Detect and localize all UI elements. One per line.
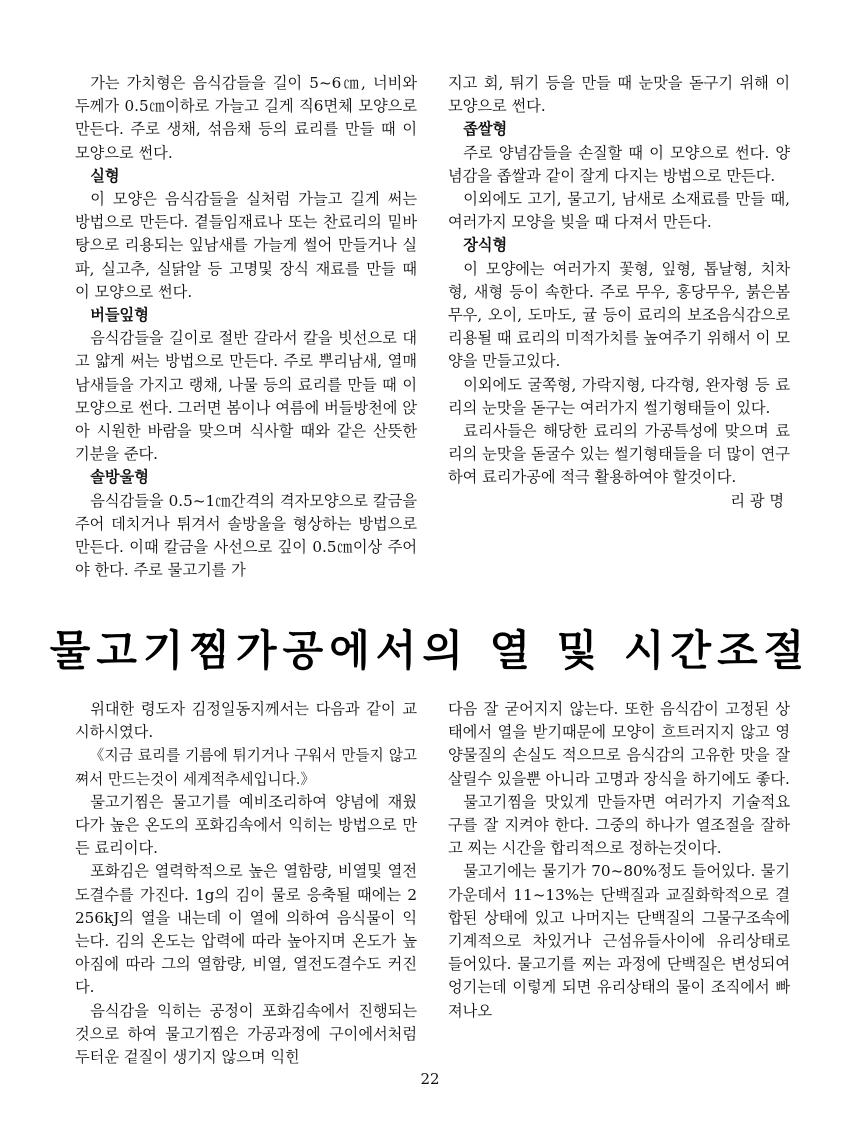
paragraph: 가는 가치형은 음식감들을 길이 5~6㎝, 너비와 두께가 0.5㎝이하로 가늘고 길게 직6면체 모양으로 만든다. 주로 생채, 섞음채 등의 료리를 만들 때 이 모양으로 썬다. — [75, 74, 417, 162]
paragraph: 물고기찜은 물고기를 예비조리하여 양념에 재웠다가 높은 온도의 포화김속에서 익히는 방법으로 만든 료리이다. — [75, 792, 417, 858]
paragraph: 다음 잘 굳어지지 않는다. 또한 음식감이 고정된 상태에서 열을 받기때문에 모양이 흐트러지지 않고 영양물질의 손실도 적으므로 음식감의 고유한 맛을 잘 살릴수 있을뿐 아니라 고명과 장식을 하기에도 좋다. — [448, 700, 790, 788]
section-heading: 실형 — [90, 166, 120, 185]
article1-right-column — [448, 72, 790, 513]
article2-right-column — [448, 698, 790, 1023]
quote-paragraph: 《지금 료리를 기름에 튀기거나 구워서 만들지 않고 쪄서 만드는것이 세계적추세입니다.》 — [75, 747, 417, 788]
paragraph: 물고기에는 물기가 70~80%정도 들어있다. 물기가운데서 11~13%는 단백질과 교질화학적으로 결합된 상태에 있고 나머지는 단백질의 그물구조속에 기계적으로 차있거나 근섬유들사이에 유리상태로 들어있다. 물고기를 찌는 과정에 단백질은 변성되여 엉기는데 이렇게 되면 유리상태의 물이 조직에서 빠져나오 — [448, 862, 790, 1020]
paragraph: 음식감을 익히는 공정이 포화김속에서 진행되는것으로 하여 물고기찜은 가공과정에 구이에서처럼 두터운 겉질이 생기지 않으며 익힌 — [75, 1001, 417, 1067]
section-heading: 버들잎형 — [90, 306, 149, 325]
section-heading: 솔방울형 — [90, 468, 149, 487]
article2-left-column — [75, 698, 417, 1069]
article1-left-column — [75, 72, 417, 582]
paragraph: 포화김은 열력학적으로 높은 열함량, 비열및 열전도결수를 가진다. 1g의 김이 물로 응축될 때에는 2 256kJ의 열을 내는데 이 열에 의하여 음식물이 익는다. 김의 온도는 압력에 따라 높아지며 온도가 높아짐에 따라 그의 열함량, 비열, 열전도결수도 커진다. — [75, 862, 417, 997]
section-heading: 좁쌀형 — [463, 120, 508, 139]
paragraph: 음식감들을 길이로 절반 갈라서 칼을 빗선으로 대고 얇게 써는 방법으로 만든다. 주로 뿌리남새, 열매남새들을 가지고 랭채, 나물 등의 료리를 만들 때 이 모양으로 썬다. 그러면 봄이나 여름에 버들방천에 앉아 시원한 바람을 맞으며 식사할 때와 같은 산뜻한 기분을 준다. — [75, 329, 417, 464]
paragraph: 위대한 령도자 김정일동지께서는 다음과 같이 교시하시였다. — [75, 700, 417, 742]
paragraph: 료리사들은 해당한 료리의 가공특성에 맞으며 료리의 눈맛을 돋굴수 있는 썰기형태들을 더 많이 연구하여 료리가공에 적극 활용하여야 할것이다. — [448, 422, 790, 487]
page-number: 22 — [420, 1070, 440, 1088]
author-signature: 리 광 명 — [730, 491, 784, 510]
paragraph: 이외에도 고기, 물고기, 남새로 소재료를 만들 때, 여러가지 모양을 빚을 때 다져서 만든다. — [448, 190, 790, 232]
paragraph: 물고기찜을 맛있게 만들자면 여러가지 기술적요구를 잘 지켜야 한다. 그중의 하나가 열조절을 잘하고 찌는 시간을 합리적으로 정하는것이다. — [448, 792, 790, 858]
section-heading: 장식형 — [463, 236, 508, 255]
paragraph: 지고 회, 튀기 등을 만들 때 눈맛을 돋구기 위해 이 모양으로 썬다. — [448, 74, 790, 116]
paragraph: 이외에도 굴쪽형, 가락지형, 다각형, 완자형 등 료리의 눈맛을 돋구는 여러가지 썰기형태들이 있다. — [448, 375, 790, 417]
paragraph: 음식감들을 0.5~1㎝간격의 격자모양으로 칼금을 주어 데치거나 튀겨서 솔방울을 형상하는 방법으로 만든다. 이때 칼금을 사선으로 깊이 0.5㎝이상 주어야 한다. 주로 물고기를 가 — [75, 491, 417, 580]
paragraph: 주로 양념감들을 손질할 때 이 모양으로 썬다. 양념감을 좁쌀과 같이 잘게 다지는 방법으로 만든다. — [448, 143, 790, 185]
paragraph: 이 모양은 음식감들을 실처럼 가늘고 길게 써는 방법으로 만든다. 곁들임재료나 또는 찬료리의 밑바탕으로 리용되는 잎남새를 가늘게 썰어 만들거나 실파, 실고추, 실닭알 등 고명및 장식 재료를 만들 때 이 모양으로 썬다. — [75, 190, 417, 301]
paragraph: 이 모양에는 여러가지 꽃형, 잎형, 톱날형, 치차형, 새형 등이 속한다. 주로 무우, 홍당무우, 붉은봄무우, 오이, 도마도, 귤 등이 료리의 보조음식감으로 리용될 때 료리의 미적가치를 높여주기 위해서 이 모양을 만들고있다. — [448, 259, 790, 371]
article2-title: 물고기찜가공에서의 열 및 시간조절 — [49, 626, 811, 675]
